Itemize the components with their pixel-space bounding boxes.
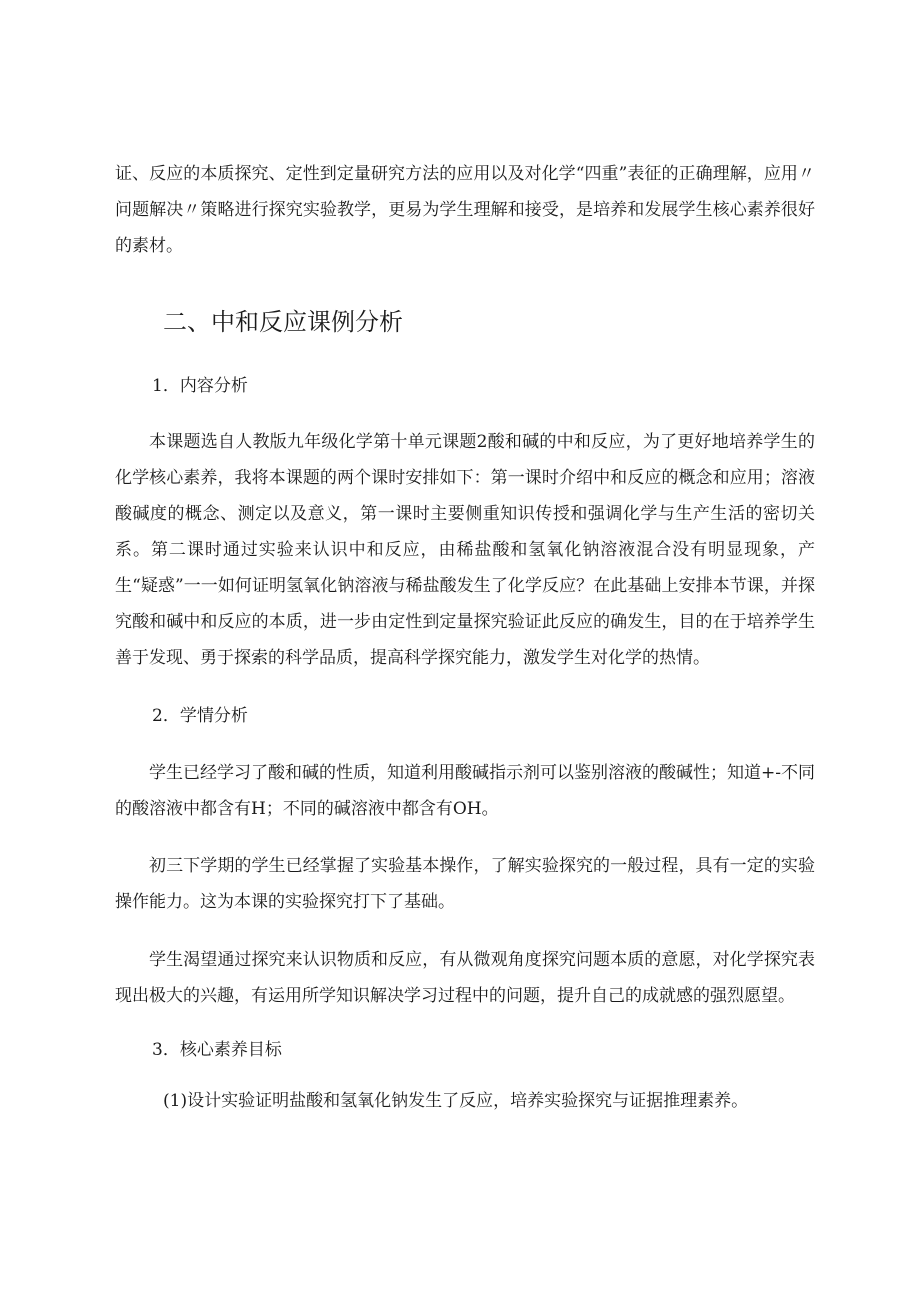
- section-title: 二、中和反应课例分析: [163, 308, 403, 336]
- content-analysis-heading: 1．内容分析: [152, 376, 248, 396]
- student-analysis-paragraph-3: 学生渴望通过探究来认识物质和反应，有从微观角度探究问题本质的意愿，对化学探究表现出极大的兴趣，有运用所学知识解决学习过程中的问题，提升自己的成就感的强烈愿望。: [115, 950, 815, 1006]
- core-goal-1: (1)设计实验证明盐酸和氢氧化钠发生了反应，培养实验探究与证据推理素养。: [163, 1091, 749, 1111]
- content-analysis-paragraph: 本课题选自人教版九年级化学第十单元课题2酸和碱的中和反应，为了更好地培养学生的化学核心素养，我将本课题的两个课时安排如下：第一课时介绍中和反应的概念和应用；溶液酸碱度的概念、测定以及意义，第一课时主要侧重知识传授和强调化学与生产生活的密切关系。第二课时通过实验来认识中和反应，由稀盐酸和氢氧化钠溶液混合没有明显现象，产生“疑惑”一一如何证明氢氧化钠溶液与稀盐酸发生了化学反应？在此基础上安排本节课，并探究酸和碱中和反应的本质，进一步由定性到定量探究验证此反应的确发生，目的在于培养学生善于发现、勇于探索的科学品质，提高科学探究能力，激发学生对化学的热情。: [115, 432, 815, 668]
- student-analysis-heading: 2．学情分析: [152, 706, 248, 726]
- core-goals-heading: 3．核心素养目标: [152, 1040, 282, 1060]
- student-analysis-paragraph-2: 初三下学期的学生已经掌握了实验基本操作，了解实验探究的一般过程，具有一定的实验操作能力。这为本课的实验探究打下了基础。: [115, 856, 815, 912]
- student-analysis-paragraph-1: 学生已经学习了酸和碱的性质，知道利用酸碱指示剂可以鉴别溶液的酸碱性；知道+-不同的酸溶液中都含有H；不同的碱溶液中都含有OH。: [115, 763, 815, 819]
- intro-paragraph: 证、反应的本质探究、定性到定量研究方法的应用以及对化学“四重”表征的正确理解，应用〃问题解决〃策略进行探究实验教学，更易为学生理解和接受，是培养和发展学生核心素养很好的素材。: [115, 164, 815, 256]
